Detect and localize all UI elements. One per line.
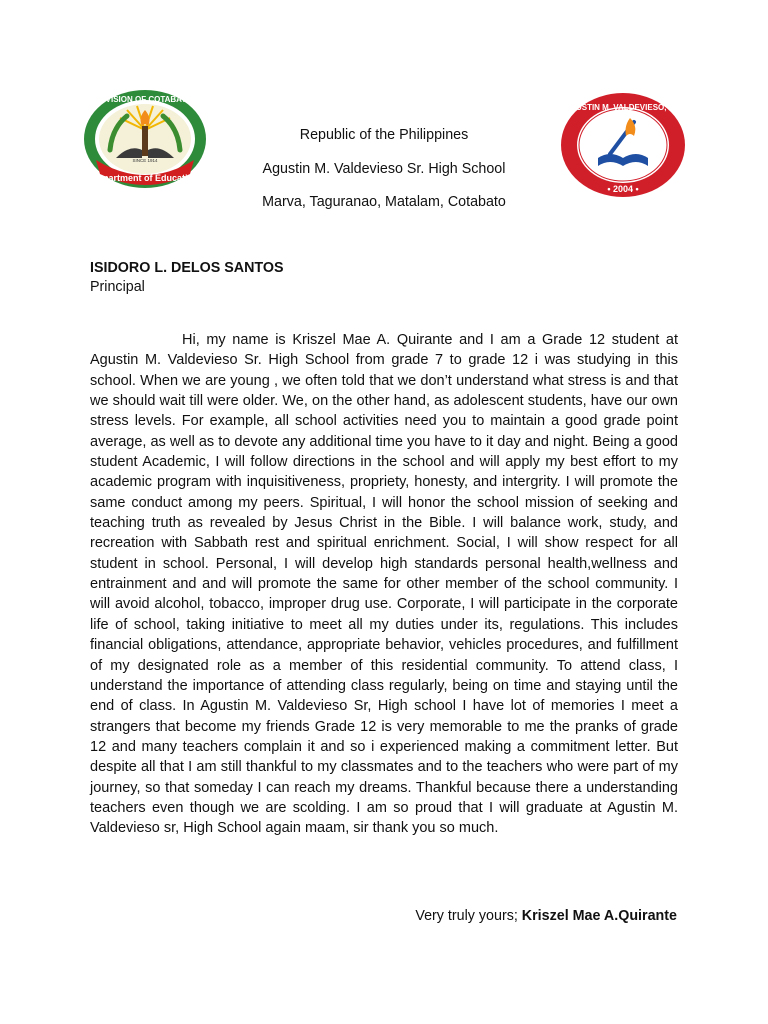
letterhead bbox=[214, 124, 554, 225]
closing-block bbox=[415, 907, 677, 926]
svg-text:Department of Education: Department of Education bbox=[91, 173, 199, 183]
svg-text:AGUSTIN M. VALDEVIESO, SR.: AGUSTIN M. VALDEVIESO, SR. bbox=[563, 103, 683, 112]
school-seal-icon bbox=[560, 92, 686, 198]
svg-text:• 2004 •: • 2004 • bbox=[607, 184, 639, 194]
letterhead-country: Republic of the Philippines bbox=[299, 127, 469, 143]
addressee-name: ISIDORO L. DELOS SANTOS bbox=[90, 260, 284, 276]
closing-salutation: Very truly yours; bbox=[415, 908, 522, 924]
letterhead-address: Marva, Taguranao, Matalam, Cotabato bbox=[262, 194, 506, 210]
addressee-block bbox=[90, 259, 284, 297]
letterhead-school-name: Agustin M. Valdevieso Sr. High School bbox=[262, 160, 506, 177]
division-of-cotabato-seal-icon bbox=[82, 88, 208, 190]
svg-text:SINCE 1914: SINCE 1914 bbox=[132, 158, 158, 163]
signature-name: Kriszel Mae A.Quirante bbox=[521, 908, 677, 924]
svg-text:DIVISION OF COTABATO: DIVISION OF COTABATO bbox=[97, 95, 193, 104]
letter-body-paragraph: Hi, my name is Kriszel Mae A. Quirante and I am a Grade 12 student at Agustin M. Valdevieso Sr. High School from grade 7 to grade 12 i was studying in this school. When we are young , we often told that we don’t understand what stress is and that we should wait till were older. We, on the other hand, as adolescent students, have our own stress levels. For example, all school activities need you to maintain a good grade point average, as well as to devote any additional time you have to it day and night. Being a good student Academic, I will follow directions in the school and will apply my best effort to my academic program with inquisitiveness, propriety, honesty, and intergrity. I will promote the same conduct among my peers. Spiritual, I will honor the school mission of seeking and teaching truth as revealed by Jesus Christ in the Bible. I will balance work, study, and recreation with Sabbath rest and spiritual enrichment. Social, I will show respect for all student in school. Personal, I will develop high standards personal health,wellness and entrainment and and will promote the same for other member of the school community. I will avoid alcohol, tobacco, improper drug use. Corporate, I will participate in the corporate life of school, taking initiative to meet all my duties under its, regulations. This includes financial obligations, attendance, appropriate behavior, vehicles procedures, and fulfillment of my designated role as a member of this residential community. To attend class, I understand the importance of attending class regularly, being on time and staying until the end of class. In Agustin M. Valdevieso Sr, High school I have lot of memories I meet a strangers that become my friends Grade 12 is very memorable to me the pranks of grade 12 and many teachers complain it and so i experienced making a commitment letter. But despite all that I am still thankful to my classmates and to the teachers who were part of my journey, so that someday I can reach my dreams. Thankful because there a understanding teachers even though we are scolding. I am so proud that I will graduate at Agustin M. Valdevieso sr, High School again maam, sir thank you so much. bbox=[90, 332, 678, 837]
addressee-title: Principal bbox=[90, 279, 145, 295]
